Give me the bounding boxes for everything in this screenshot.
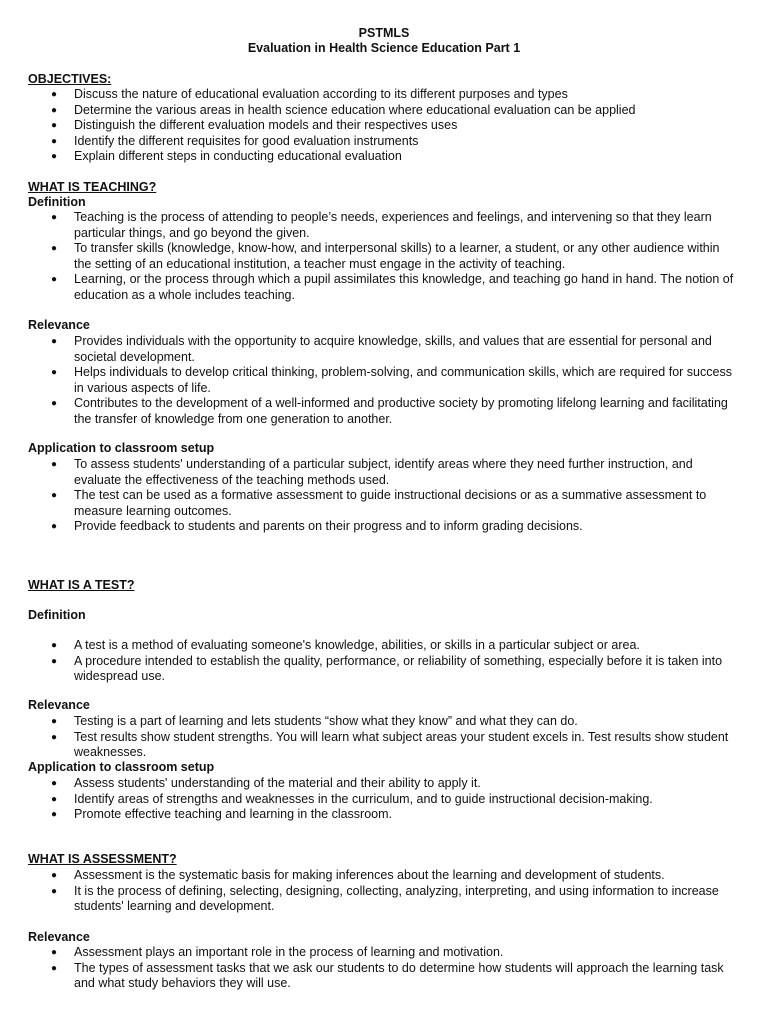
bullet-icon: ● <box>51 809 58 820</box>
teaching-definition-label: Definition <box>28 195 86 209</box>
bullet-icon: ● <box>51 885 58 897</box>
list-item-text: A test is a method of evaluating someone's knowledge, abilities, or skills in a particular subject or area. <box>74 638 640 652</box>
list-item-text: Contributes to the development of a well-informed and productive society by promoting lifelong learning and facilitating the transfer of knowledge from one generation to another. <box>74 396 728 426</box>
bullet-icon: ● <box>51 947 58 958</box>
list-item-text: Discuss the nature of educational evaluation according to its different purposes and types <box>74 87 568 101</box>
list-item-text: Determine the various areas in health science education where educational evaluation can be applied <box>74 102 636 117</box>
objectives-heading: OBJECTIVES: <box>28 72 112 86</box>
bullet-icon: ● <box>51 459 58 470</box>
list-item-text: Assess students' understanding of the material and their ability to apply it. <box>74 776 481 790</box>
bullet-icon: ● <box>51 336 58 347</box>
list-item-text: Identify areas of strengths and weaknesses in the curriculum, and to guide instructional decision-making. <box>74 791 653 806</box>
bullet-icon: ● <box>51 716 58 727</box>
bullet-icon: ● <box>51 793 58 805</box>
document-title: PSTMLS <box>358 26 410 40</box>
list-item <box>0 103 739 119</box>
list-item <box>0 807 739 823</box>
list-item <box>0 210 739 241</box>
bullet-icon: ● <box>51 151 58 162</box>
bullet-icon: ● <box>51 521 58 532</box>
bullet-icon: ● <box>51 398 58 409</box>
teaching-definition-list <box>0 210 768 303</box>
list-item-text: To transfer skills (knowledge, know-how, and interpersonal skills) to a learner, a student, or any other audience within the setting of an educational institution, a teacher must engage in the activity of teaching. <box>74 241 720 271</box>
list-item <box>0 868 739 884</box>
test-application-label: Application to classroom setup <box>28 760 215 774</box>
bullet-icon: ● <box>51 640 58 651</box>
bullet-icon: ● <box>51 731 58 743</box>
assessment-heading: WHAT IS ASSESSMENT? <box>28 852 177 866</box>
list-item-text: Helps individuals to develop critical thinking, problem-solving, and communication skills, which are required for success in various aspects of life. <box>74 365 732 395</box>
list-item <box>0 961 739 992</box>
objectives-list <box>0 87 768 165</box>
list-item-text: Learning, or the process through which a pupil assimilates this knowledge, and teaching go hand in hand. The notion of education as a whole includes teaching. <box>74 272 734 302</box>
list-item <box>0 884 739 915</box>
list-item <box>0 396 739 427</box>
list-item <box>0 134 739 150</box>
bullet-icon: ● <box>51 120 58 131</box>
list-item <box>0 241 739 272</box>
teaching-relevance-list <box>0 334 768 427</box>
bullet-icon: ● <box>51 870 58 881</box>
list-item-text: A procedure intended to establish the quality, performance, or reliability of something, especially before it is taken into widespread use. <box>74 653 723 683</box>
list-item-text: Teaching is the process of attending to people’s needs, experiences and feelings, and intervening so that they learn particular things, and go beyond the given. <box>74 210 712 240</box>
list-item-text: Explain different steps in conducting educational evaluation <box>74 149 402 163</box>
list-item <box>0 792 739 808</box>
bullet-icon: ● <box>51 367 58 378</box>
list-item <box>0 365 739 396</box>
bullet-icon: ● <box>51 243 58 254</box>
list-item-text: It is the process of defining, selecting, designing, collecting, analyzing, interpreting, and using information to increase students' learning and development. <box>74 883 719 913</box>
list-item <box>0 334 739 365</box>
bullet-icon: ● <box>51 89 58 100</box>
list-item <box>0 87 739 103</box>
list-item <box>0 488 739 519</box>
bullet-icon: ● <box>51 962 58 974</box>
teaching-heading: WHAT IS TEACHING? <box>28 180 157 194</box>
list-item-text: Provide feedback to students and parents on their progress and to inform grading decisions. <box>74 519 583 533</box>
bullet-icon: ● <box>51 104 58 116</box>
list-item <box>0 118 739 134</box>
list-item <box>0 945 739 961</box>
list-item <box>0 272 739 303</box>
bullet-icon: ● <box>51 274 58 285</box>
test-definition-label: Definition <box>28 608 86 622</box>
list-item-text: To assess students' understanding of a particular subject, identify areas where they need further instruction, and evaluate the effectiveness of the teaching methods used. <box>74 457 693 487</box>
teaching-application-label: Application to classroom setup <box>28 441 215 455</box>
test-relevance-label: Relevance <box>28 698 90 712</box>
bullet-icon: ● <box>51 778 58 789</box>
list-item-text: Assessment is the systematic basis for making inferences about the learning and development of students. <box>74 868 665 882</box>
list-item <box>0 519 739 535</box>
list-item-text: The types of assessment tasks that we ask our students to do determine how students will approach the learning task and what study behaviors they will use. <box>74 960 724 990</box>
list-item <box>0 714 739 730</box>
test-heading: WHAT IS A TEST? <box>28 578 135 592</box>
list-item <box>0 149 739 165</box>
assessment-relevance-list <box>0 945 768 992</box>
teaching-relevance-label: Relevance <box>28 318 90 332</box>
teaching-application-list <box>0 457 768 535</box>
assessment-definition-list <box>0 868 768 915</box>
list-item <box>0 776 739 792</box>
bullet-icon: ● <box>51 135 58 147</box>
bullet-icon: ● <box>51 212 58 223</box>
list-item-text: Distinguish the different evaluation models and their respectives uses <box>74 118 458 132</box>
test-definition-list <box>0 638 768 685</box>
list-item-text: Test results show student strengths. You will learn what subject areas your student excels in. Test results show student weaknesses. <box>74 729 729 759</box>
test-application-list <box>0 776 768 823</box>
bullet-icon: ● <box>51 490 58 501</box>
test-relevance-list <box>0 714 768 761</box>
assessment-relevance-label: Relevance <box>28 930 90 944</box>
list-item-text: Promote effective teaching and learning in the classroom. <box>74 807 393 821</box>
list-item <box>0 654 739 685</box>
list-item-text: Assessment plays an important role in the process of learning and motivation. <box>74 945 504 959</box>
list-item <box>0 638 739 654</box>
document-subtitle: Evaluation in Health Science Education Part 1 <box>247 41 521 55</box>
list-item-text: Provides individuals with the opportunity to acquire knowledge, skills, and values that are essential for personal and societal development. <box>74 334 712 364</box>
list-item <box>0 730 739 761</box>
list-item-text: The test can be used as a formative assessment to guide instructional decisions or as a summative assessment to measure learning outcomes. <box>74 488 707 518</box>
list-item-text: Testing is a part of learning and lets students “show what they know” and what they can do. <box>74 714 578 728</box>
bullet-icon: ● <box>51 655 58 667</box>
list-item <box>0 457 739 488</box>
list-item-text: Identify the different requisites for good evaluation instruments <box>74 133 419 148</box>
